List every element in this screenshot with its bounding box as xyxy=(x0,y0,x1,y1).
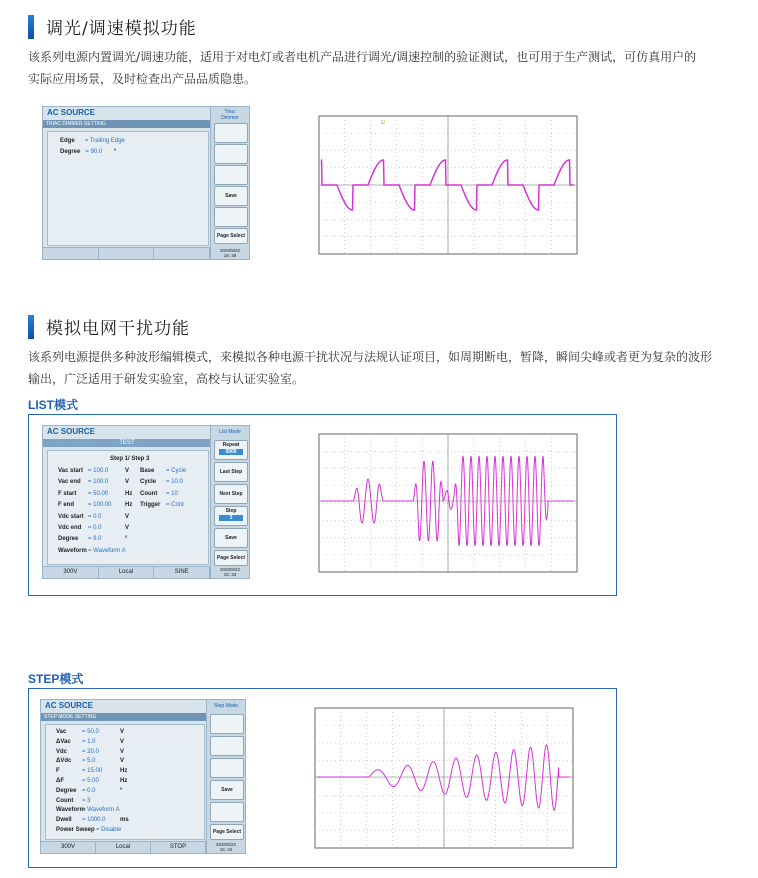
status-wave: SINE xyxy=(154,567,210,578)
device-subheader: TEST xyxy=(43,439,211,447)
desc-line: 该系列电源提供多种波形编辑模式，来模拟各种电源干扰状况与法规认证项目，如周期断电，暂降，瞬间尖峰或者更为复杂的波形 xyxy=(28,350,713,364)
list-param-6: Degree = 9.0 ° xyxy=(58,536,128,543)
softkey-2[interactable] xyxy=(210,736,244,756)
page-select-softkey[interactable]: Page Select xyxy=(214,228,248,244)
list-param-right-2: Count = 10 xyxy=(140,490,178,497)
list-mode-label: LIST模式 xyxy=(28,398,78,412)
oscilloscope-list-waveform xyxy=(318,433,578,573)
list-param-0: Vac start = 100.0 V xyxy=(58,468,130,474)
softkey-3[interactable] xyxy=(214,165,248,185)
softkey-5[interactable] xyxy=(214,207,248,227)
status-voltage: 300V xyxy=(43,567,99,578)
list-param-7: Waveform= Waveform A xyxy=(58,547,126,554)
status-bar xyxy=(43,247,210,259)
param-edge: Edge = Trailing Edge xyxy=(60,138,125,144)
softkey-panel xyxy=(210,107,249,259)
list-param-2: F start = 50.00 Hz xyxy=(58,490,133,497)
param-degree: Degree = 90.0 ° xyxy=(60,149,117,155)
mode-title: List Mode xyxy=(219,429,241,435)
desc-line: 输出，广泛适用于研发实验室，高校与认证实验室。 xyxy=(28,372,305,386)
timestamp: 2020/9/22 16: 33 xyxy=(219,567,241,577)
softkey-page-select[interactable]: Page Select xyxy=(214,550,248,566)
softkey-1[interactable] xyxy=(210,714,244,734)
save-softkey[interactable]: Save xyxy=(214,186,248,206)
svg-text:υ: υ xyxy=(381,118,386,126)
oscilloscope-step-waveform xyxy=(314,707,574,849)
desc-line: 实际应用场景，及时检查出产品品质隐患。 xyxy=(28,72,257,86)
desc-line: 该系列电源内置调光/调速功能，适用于对电灯或者电机产品进行调光/调速控制的验证测试，也可用于生产测试，可仿真用户的 xyxy=(28,50,697,64)
softkey-1[interactable] xyxy=(214,123,248,143)
title-accent-bar xyxy=(28,315,34,339)
page-select-softkey[interactable]: Page Select xyxy=(210,824,244,840)
list-param-right-3: Trigger = Cont xyxy=(140,502,184,509)
step-param-7: Count = 3 xyxy=(56,797,91,804)
list-param-right-0: Base = Cycle xyxy=(140,468,187,474)
parameter-area xyxy=(47,450,209,565)
status-voltage: 300V xyxy=(41,842,96,853)
softkey-5[interactable] xyxy=(210,802,244,822)
status-run: STOP xyxy=(151,842,206,853)
softkey-last-step[interactable]: Last Step xyxy=(214,462,248,482)
section-title-text: 调光/调速模拟功能 xyxy=(46,19,197,39)
section-title-grid-disturbance xyxy=(28,314,190,339)
softkey-panel xyxy=(210,426,249,578)
parameter-area xyxy=(47,131,209,246)
timestamp: 2020/9/22 16: 34 xyxy=(215,842,237,852)
step-param-2: Vdc = 20.0 V xyxy=(56,748,125,755)
device-screen-list xyxy=(42,425,250,579)
device-subheader: TRIAC DIMMER SETTING xyxy=(43,120,211,128)
device-screen-step xyxy=(40,699,246,854)
softkey-next-step[interactable]: Next Step xyxy=(214,484,248,504)
list-param-right-1: Cycle = 10.0 xyxy=(140,479,183,486)
parameter-area xyxy=(45,724,205,840)
device-header: AC SOURCE xyxy=(45,701,94,710)
list-param-3: F end = 100.00 Hz xyxy=(58,502,133,509)
status-control: Local xyxy=(99,567,155,578)
section-description xyxy=(28,346,733,390)
section-description xyxy=(28,46,733,90)
status-control: Local xyxy=(96,842,151,853)
step-param-1: ΔVac = 1.0 V xyxy=(56,738,125,745)
step-param-4: F = 15.00 Hz xyxy=(56,768,128,775)
device-header: AC SOURCE xyxy=(47,427,96,436)
step-param-10: Power Sweep= Disable xyxy=(56,827,122,833)
softkey-step[interactable]: Step 3 xyxy=(214,506,248,526)
softkey-repeat[interactable]: Repeat 0000 xyxy=(214,440,248,460)
section-title-text: 模拟电网干扰功能 xyxy=(46,319,190,339)
step-indicator: Step 1/ Step 3 xyxy=(110,456,150,462)
step-param-8: Waveform= Waveform A xyxy=(56,807,120,814)
step-param-5: ΔF = 5.00 Hz xyxy=(56,778,128,784)
timestamp: 2020/9/22 16: 38 xyxy=(219,248,241,258)
list-param-4: Vdc start = 0.0 V xyxy=(58,513,130,520)
title-accent-bar xyxy=(28,15,34,39)
softkey-save[interactable]: Save xyxy=(214,528,248,548)
device-screen-dimmer xyxy=(42,106,250,260)
device-header: AC SOURCE xyxy=(47,108,96,117)
list-param-1: Vac end = 100.0 V xyxy=(58,479,130,486)
section-title-dimmer xyxy=(28,14,197,39)
step-mode-label: STEP模式 xyxy=(28,672,84,686)
mode-title: Step Mode xyxy=(213,703,239,709)
step-param-3: ΔVdc = 5.0 V xyxy=(56,758,125,765)
list-param-5: Vdc end = 0.0 V xyxy=(58,525,130,531)
step-param-0: Vac = 50.0 V xyxy=(56,729,125,735)
softkey-2[interactable] xyxy=(214,144,248,164)
status-bar xyxy=(43,566,210,578)
device-subheader: STEP MODE SETTING xyxy=(41,713,210,721)
softkey-panel xyxy=(206,700,245,853)
step-param-6: Degree = 0.0 ° xyxy=(56,787,123,794)
save-softkey[interactable]: Save xyxy=(210,780,244,800)
oscilloscope-dimmer-waveform xyxy=(318,115,578,255)
mode-title: Triac Dimmer xyxy=(221,109,239,121)
status-bar xyxy=(41,841,206,853)
softkey-3[interactable] xyxy=(210,758,244,778)
step-param-9: Dwell = 1000.0 ms xyxy=(56,817,129,824)
